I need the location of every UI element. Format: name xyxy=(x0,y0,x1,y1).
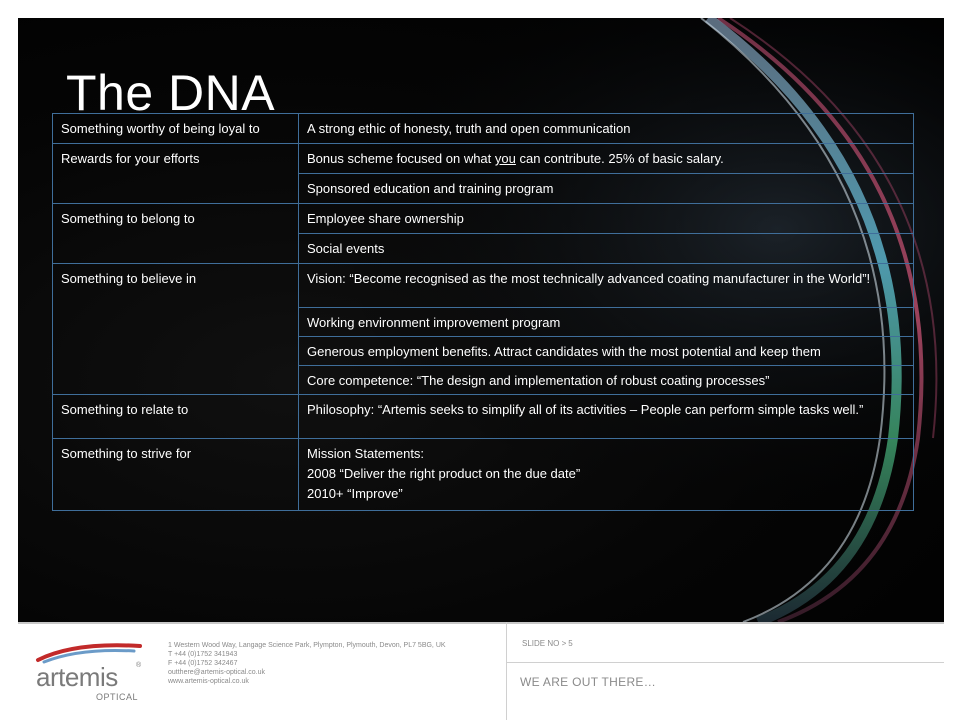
row-text: Social events xyxy=(299,234,914,264)
footer xyxy=(18,622,944,720)
slide-number-value: 5 xyxy=(568,639,573,648)
footer-divider xyxy=(18,622,944,624)
row-text xyxy=(299,144,914,174)
row-text: Sponsored education and training program xyxy=(299,174,914,204)
row-text xyxy=(299,439,914,511)
row-label: Rewards for your efforts xyxy=(53,144,299,204)
row-text: Core competence: “The design and implementation of robust coating processes” xyxy=(299,366,914,395)
table-row xyxy=(53,204,914,234)
row-text: Vision: “Become recognised as the most technically advanced coating manufacturer in the World”! xyxy=(299,264,914,308)
row-text-part: can contribute. 25% of basic salary. xyxy=(515,151,724,166)
slide-title: The DNA xyxy=(66,65,276,121)
footer-vertical-divider xyxy=(506,622,507,720)
slide-number-label: SLIDE NO > xyxy=(522,639,567,648)
row-text: A strong ethic of honesty, truth and open communication xyxy=(299,114,914,144)
row-label: Something to believe in xyxy=(53,264,299,395)
address-line: 1 Western Wood Way, Langage Science Park, Plympton, Plymouth, Devon, PL7 5BG, UK xyxy=(168,642,446,649)
table-row xyxy=(53,264,914,308)
table-row xyxy=(53,144,914,174)
row-text-underlined: you xyxy=(494,151,516,166)
logo-text: artemis xyxy=(36,662,118,692)
slide-number xyxy=(522,639,575,648)
tagline: WE ARE OUT THERE… xyxy=(520,675,657,689)
footer-horizontal-divider xyxy=(506,662,944,663)
row-label: Something worthy of being loyal to xyxy=(53,114,299,144)
email-link[interactable]: outthere@artemis-optical.co.uk xyxy=(168,669,265,676)
table-row xyxy=(53,114,914,144)
row-text-part: Bonus scheme focused on what xyxy=(307,151,495,166)
row-text: Philosophy: “Artemis seeks to simplify all of its activities – People can perform simple tasks well.” xyxy=(299,395,914,439)
row-label: Something to belong to xyxy=(53,204,299,264)
company-address xyxy=(168,641,508,686)
mission-2008: 2008 “Deliver the right product on the due date” xyxy=(307,466,581,481)
logo-subtext: OPTICAL xyxy=(96,692,139,702)
phone-line: T +44 (0)1752 341943 xyxy=(168,651,238,658)
website-link[interactable]: www.artemis-optical.co.uk xyxy=(168,678,249,685)
logo-registered-mark: ® xyxy=(136,662,142,669)
mission-2010: 2010+ “Improve” xyxy=(307,486,403,501)
table-row xyxy=(53,439,914,511)
row-label: Something to relate to xyxy=(53,395,299,439)
row-text: Generous employment benefits. Attract candidates with the most potential and keep them xyxy=(299,337,914,366)
row-text: Employee share ownership xyxy=(299,204,914,234)
table-row xyxy=(53,395,914,439)
mission-heading: Mission Statements: xyxy=(307,446,425,461)
artemis-logo xyxy=(34,640,154,710)
row-label: Something to strive for xyxy=(53,439,299,511)
row-text: Working environment improvement program xyxy=(299,308,914,337)
logo-swoosh-icon xyxy=(34,640,144,664)
fax-line: F +44 (0)1752 342467 xyxy=(168,660,238,667)
dna-table xyxy=(52,113,914,511)
